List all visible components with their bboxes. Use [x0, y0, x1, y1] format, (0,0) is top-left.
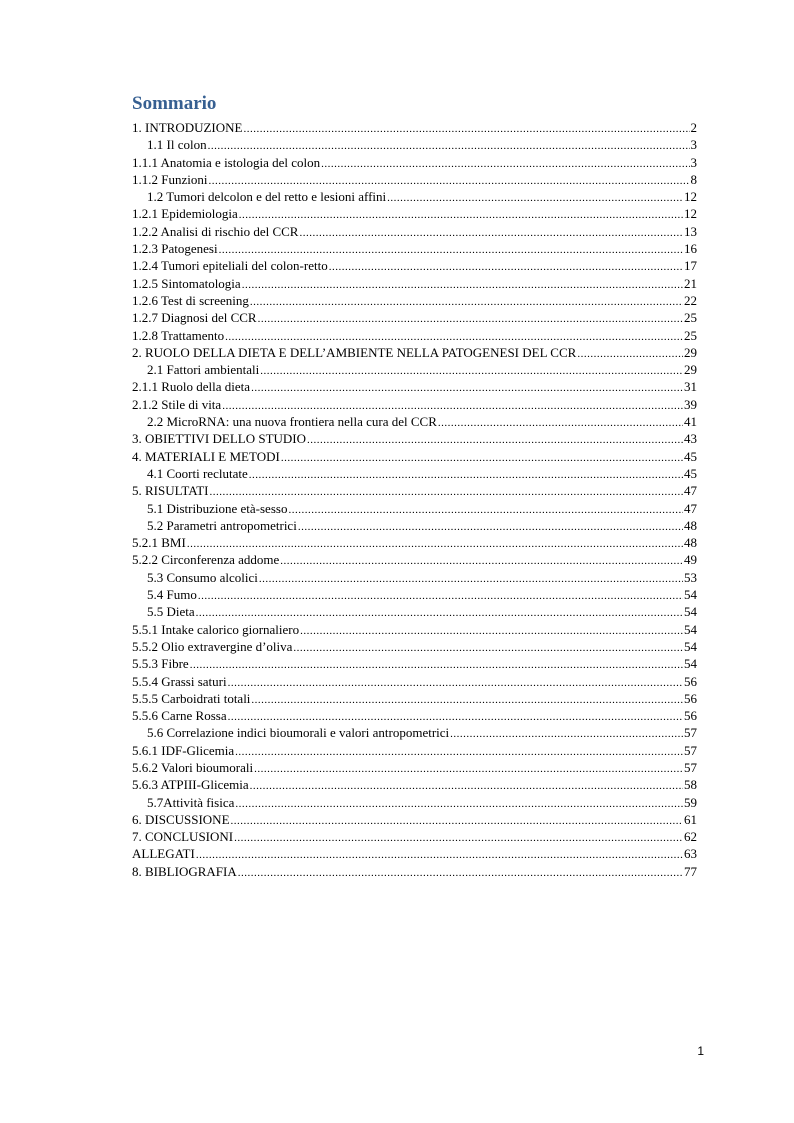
toc-entry-label: 4. MATERIALI E METODI — [132, 448, 280, 464]
toc-entry[interactable] — [132, 275, 697, 292]
toc-entry-page: 57 — [684, 742, 697, 758]
toc-dot-leader — [260, 363, 683, 378]
toc-dot-leader — [450, 726, 683, 741]
table-of-contents — [132, 119, 697, 880]
toc-entry[interactable] — [132, 551, 697, 568]
toc-entry-page: 61 — [684, 811, 697, 827]
toc-entry[interactable] — [132, 223, 697, 240]
toc-entry-label: 5.2.2 Circonferenza addome — [132, 552, 280, 568]
toc-dot-leader — [577, 346, 683, 361]
toc-dot-leader — [228, 709, 683, 724]
toc-entry[interactable] — [132, 136, 697, 153]
toc-entry-label: 5.2.1 BMI — [132, 535, 186, 551]
toc-dot-leader — [281, 450, 683, 465]
toc-dot-leader — [259, 571, 683, 586]
toc-entry-label: 5.5.6 Carne Rossa — [132, 708, 227, 724]
toc-entry[interactable] — [132, 154, 697, 171]
toc-entry-page: 63 — [684, 846, 697, 862]
toc-entry[interactable] — [132, 430, 697, 447]
toc-entry-label: 5.6.3 ATPIII-Glicemia — [132, 777, 249, 793]
toc-entry-page: 41 — [684, 414, 697, 430]
toc-entry[interactable] — [132, 742, 697, 759]
toc-entry-label: 3. OBIETTIVI DELLO STUDIO — [132, 431, 307, 447]
toc-dot-leader — [280, 553, 683, 568]
toc-dot-leader — [239, 207, 683, 222]
toc-entry-label: ALLEGATI — [132, 846, 195, 862]
toc-dot-leader — [307, 432, 683, 447]
toc-entry[interactable] — [132, 603, 697, 620]
toc-entry-label: 5.5 Dieta — [147, 604, 195, 620]
toc-dot-leader — [235, 744, 683, 759]
toc-entry-label: 1.1.1 Anatomia e istologia del colon — [132, 154, 321, 170]
toc-entry-label: 5.5.2 Olio extravergine d’oliva — [132, 638, 293, 654]
toc-entry-page: 56 — [684, 690, 697, 706]
toc-entry[interactable] — [132, 482, 697, 499]
toc-entry-label: 5.6.2 Valori bioumorali — [132, 759, 254, 775]
toc-entry-page: 54 — [684, 604, 697, 620]
toc-entry-page: 43 — [684, 431, 697, 447]
toc-dot-leader — [298, 519, 683, 534]
toc-dot-leader — [329, 259, 683, 274]
toc-entry-page: 22 — [684, 292, 697, 308]
toc-entry-page: 56 — [684, 708, 697, 724]
toc-dot-leader — [251, 380, 683, 395]
toc-dot-leader — [238, 865, 683, 880]
toc-entry-page: 54 — [684, 638, 697, 654]
toc-entry-label: 5.2 Parametri antropometrici — [147, 517, 297, 533]
toc-entry-label: 1.1 Il colon — [147, 137, 207, 153]
toc-entry[interactable] — [132, 119, 697, 136]
toc-dot-leader — [225, 329, 683, 344]
toc-entry[interactable] — [132, 292, 697, 309]
toc-entry[interactable] — [132, 171, 697, 188]
toc-entry-label: 5.7Attività fisica — [147, 794, 235, 810]
toc-entry[interactable] — [132, 776, 697, 793]
toc-entry-label: 5. RISULTATI — [132, 483, 209, 499]
toc-entry[interactable] — [132, 828, 697, 845]
toc-entry-page: 8 — [690, 171, 697, 187]
toc-dot-leader — [235, 796, 683, 811]
toc-entry-label: 1.2.1 Epidemiologia — [132, 206, 238, 222]
toc-entry-label: 2.1.1 Ruolo della dieta — [132, 379, 251, 395]
toc-entry[interactable] — [132, 707, 697, 724]
toc-entry-label: 1.2.6 Test di screening — [132, 292, 249, 308]
toc-dot-leader — [288, 502, 683, 517]
toc-entry-label: 1.1.2 Funzioni — [132, 171, 208, 187]
toc-dot-leader — [209, 484, 683, 499]
toc-entry-label: 2.1.2 Stile di vita — [132, 396, 222, 412]
toc-entry[interactable] — [132, 845, 697, 862]
toc-dot-leader — [250, 778, 683, 793]
toc-entry-label: 2.1 Fattori ambientali — [147, 362, 260, 378]
toc-entry[interactable] — [132, 500, 697, 517]
toc-entry[interactable] — [132, 534, 697, 551]
toc-entry[interactable] — [132, 327, 697, 344]
toc-entry[interactable] — [132, 759, 697, 776]
toc-entry-label: 5.5.4 Grassi saturi — [132, 673, 227, 689]
toc-entry-page: 48 — [684, 517, 697, 533]
toc-entry-label: 5.6 Correlazione indici bioumorali e valori antropometrici — [147, 725, 450, 741]
toc-entry[interactable] — [132, 465, 697, 482]
toc-entry-page: 49 — [684, 552, 697, 568]
toc-entry-page: 3 — [690, 137, 697, 153]
toc-entry-page: 45 — [684, 448, 697, 464]
toc-dot-leader — [251, 692, 683, 707]
toc-entry-page: 29 — [684, 344, 697, 360]
toc-dot-leader — [387, 190, 683, 205]
toc-entry[interactable] — [132, 309, 697, 326]
toc-entry[interactable] — [132, 517, 697, 534]
toc-entry-label: 5.3 Consumo alcolici — [147, 569, 258, 585]
toc-dot-leader — [187, 536, 683, 551]
toc-dot-leader — [219, 242, 683, 257]
toc-entry-page: 2 — [690, 120, 697, 135]
toc-dot-leader — [300, 623, 683, 638]
toc-entry-page: 3 — [690, 154, 697, 170]
toc-entry-page: 29 — [684, 362, 697, 378]
toc-entry[interactable] — [132, 344, 697, 361]
toc-dot-leader — [299, 225, 683, 240]
toc-entry-label: 1.2.4 Tumori epiteliali del colon-retto — [132, 258, 328, 274]
toc-entry-page: 57 — [684, 725, 697, 741]
toc-entry-label: 7. CONCLUSIONI — [132, 829, 234, 845]
toc-entry-page: 47 — [684, 483, 697, 499]
toc-entry-label: 1.2.2 Analisi di rischio del CCR — [132, 223, 299, 239]
toc-entry[interactable] — [132, 188, 697, 205]
toc-entry-page: 54 — [684, 587, 697, 603]
toc-dot-leader — [243, 121, 689, 136]
page-title: Sommario — [132, 93, 217, 114]
toc-entry-page: 53 — [684, 569, 697, 585]
toc-entry-page: 47 — [684, 500, 697, 516]
toc-dot-leader — [198, 588, 683, 603]
toc-entry[interactable] — [132, 673, 697, 690]
toc-entry-label: 2. RUOLO DELLA DIETA E DELL’AMBIENTE NELLA PATOGENESI DEL CCR — [132, 344, 577, 360]
toc-entry-page: 77 — [684, 863, 697, 879]
toc-entry[interactable] — [132, 240, 697, 257]
toc-dot-leader — [250, 294, 683, 309]
toc-entry[interactable] — [132, 655, 697, 672]
toc-dot-leader — [196, 605, 683, 620]
toc-entry-page: 39 — [684, 396, 697, 412]
toc-entry-page: 48 — [684, 535, 697, 551]
toc-entry-label: 1.2 Tumori delcolon e del retto e lesioni affini — [147, 189, 387, 205]
toc-dot-leader — [208, 138, 690, 153]
toc-entry-label: 5.4 Fumo — [147, 587, 197, 603]
toc-entry-label: 5.1 Distribuzione età-sesso — [147, 500, 288, 516]
toc-entry-label: 5.5.5 Carboidrati totali — [132, 690, 251, 706]
toc-dot-leader — [208, 173, 689, 188]
toc-dot-leader — [293, 640, 683, 655]
toc-entry-page: 25 — [684, 310, 697, 326]
toc-entry-label: 1.2.7 Diagnosi del CCR — [132, 310, 257, 326]
toc-entry-page: 54 — [684, 621, 697, 637]
toc-entry-page: 54 — [684, 656, 697, 672]
toc-dot-leader — [249, 467, 683, 482]
toc-dot-leader — [242, 277, 683, 292]
toc-dot-leader — [190, 657, 683, 672]
toc-entry[interactable] — [132, 621, 697, 638]
toc-dot-leader — [254, 761, 683, 776]
toc-entry-page: 17 — [684, 258, 697, 274]
toc-dot-leader — [222, 398, 683, 413]
toc-entry-label: 1. INTRODUZIONE — [132, 120, 243, 135]
toc-entry-page: 25 — [684, 327, 697, 343]
toc-entry-page: 21 — [684, 275, 697, 291]
page-number: 1 — [697, 1044, 704, 1058]
toc-entry-label: 5.5.1 Intake calorico giornaliero — [132, 621, 300, 637]
toc-dot-leader — [234, 830, 683, 845]
toc-entry-page: 56 — [684, 673, 697, 689]
toc-entry-label: 8. BIBLIOGRAFIA — [132, 863, 237, 879]
toc-entry[interactable] — [132, 361, 697, 378]
toc-entry[interactable] — [132, 205, 697, 222]
toc-entry[interactable] — [132, 724, 697, 741]
toc-entry-page: 12 — [684, 206, 697, 222]
toc-entry[interactable] — [132, 794, 697, 811]
toc-entry-label: 1.2.8 Trattamento — [132, 327, 225, 343]
toc-dot-leader — [321, 156, 689, 171]
toc-entry-label: 5.5.3 Fibre — [132, 656, 189, 672]
toc-entry-label: 2.2 MicroRNA: una nuova frontiera nella cura del CCR — [147, 414, 437, 430]
toc-entry-page: 59 — [684, 794, 697, 810]
toc-dot-leader — [258, 311, 683, 326]
toc-entry-page: 31 — [684, 379, 697, 395]
toc-dot-leader — [438, 415, 683, 430]
toc-entry-page: 16 — [684, 241, 697, 257]
toc-entry-page: 62 — [684, 829, 697, 845]
toc-entry[interactable] — [132, 378, 697, 395]
toc-entry[interactable] — [132, 586, 697, 603]
toc-entry[interactable] — [132, 448, 697, 465]
toc-entry-page: 13 — [684, 223, 697, 239]
toc-entry[interactable] — [132, 811, 697, 828]
toc-entry-page: 58 — [684, 777, 697, 793]
toc-entry-page: 12 — [684, 189, 697, 205]
toc-entry[interactable] — [132, 863, 697, 880]
toc-entry[interactable] — [132, 638, 697, 655]
toc-entry[interactable] — [132, 413, 697, 430]
toc-entry[interactable] — [132, 396, 697, 413]
toc-dot-leader — [231, 813, 683, 828]
toc-entry[interactable] — [132, 569, 697, 586]
toc-dot-leader — [228, 675, 683, 690]
toc-entry-page: 57 — [684, 759, 697, 775]
toc-entry-page: 45 — [684, 465, 697, 481]
toc-entry-label: 4.1 Coorti reclutate — [147, 465, 248, 481]
toc-entry[interactable] — [132, 257, 697, 274]
toc-entry-label: 5.6.1 IDF-Glicemia — [132, 742, 235, 758]
toc-entry-label: 1.2.3 Patogenesi — [132, 241, 218, 257]
toc-entry-label: 6. DISCUSSIONE — [132, 811, 230, 827]
toc-entry[interactable] — [132, 690, 697, 707]
toc-entry-label: 1.2.5 Sintomatologia — [132, 275, 241, 291]
toc-dot-leader — [196, 847, 683, 862]
